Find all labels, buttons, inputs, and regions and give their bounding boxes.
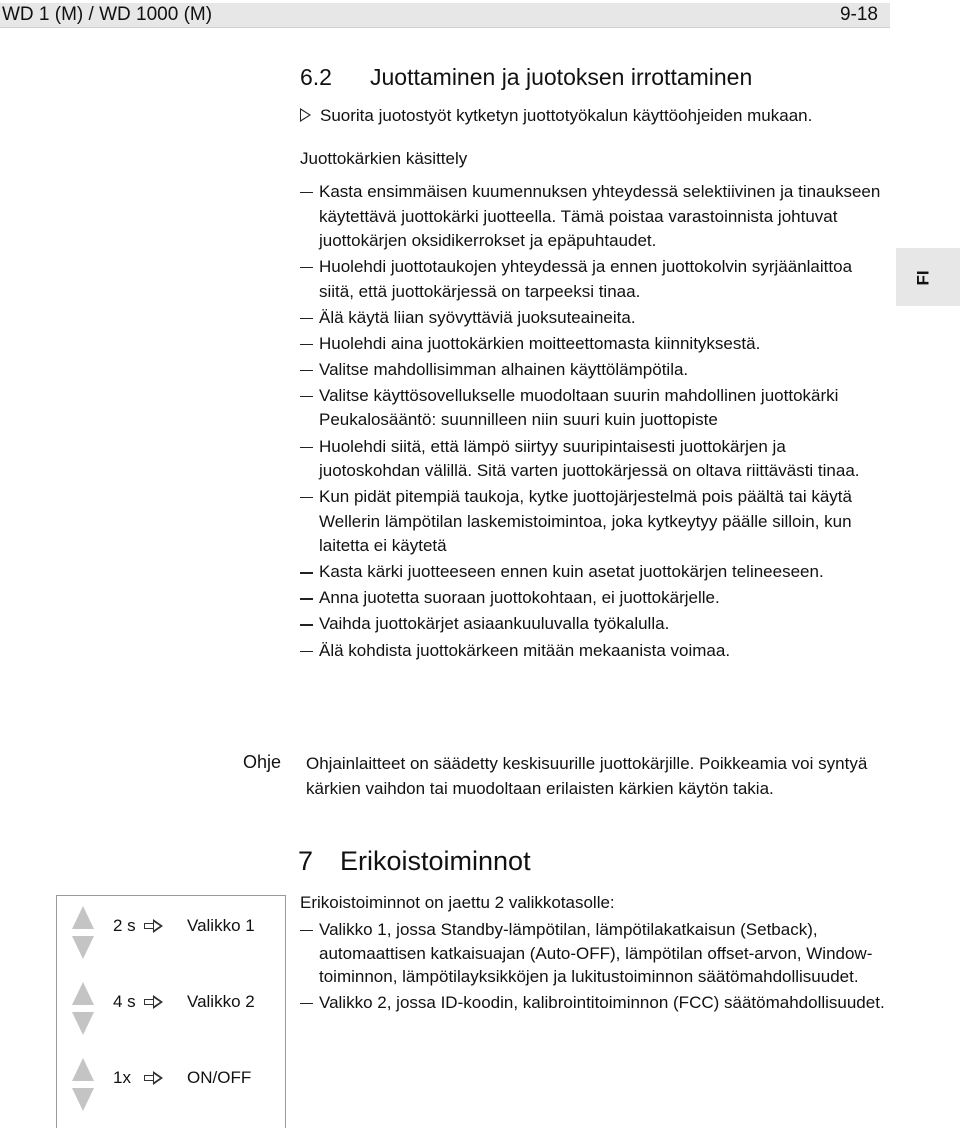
section-number: 6.2 xyxy=(300,64,332,90)
list-item: Valitse mahdollisimman alhainen käyttölämpötila. xyxy=(300,358,890,383)
hollow-arrow-icon xyxy=(144,1072,164,1084)
list-item: Älä käytä liian syövyttäviä juoksuteaineita. xyxy=(300,306,890,331)
instruction-line xyxy=(300,106,812,126)
page-number: 9-18 xyxy=(839,4,878,25)
chapter-title: Erikoistoiminnot xyxy=(340,846,531,876)
subheading: Juottokärkien käsittely xyxy=(300,149,468,168)
note-text: Ohjainlaitteet on säädetty keskisuurille juottokärjille. Poikkeamia voi syntyä kärkien vaihdon tai muodoltaan erilaisten kärkien käytön takia. xyxy=(306,754,868,798)
dash-icon xyxy=(300,447,313,448)
panel-row xyxy=(113,1068,252,1088)
down-arrow-icon xyxy=(72,936,94,959)
section-heading xyxy=(300,64,752,91)
document-title: WD 1 (M) / WD 1000 (M) xyxy=(2,4,213,25)
list-item: Vaihda juottokärjet asiaankuuluvalla työkalulla. xyxy=(300,612,890,637)
dash-icon xyxy=(300,598,313,599)
dash-icon xyxy=(300,624,313,625)
list-item: Huolehdi juottotaukojen yhteydessä ja ennen juottokolvin syrjäänlaittoa siitä, että juottokärjessä on tarpeeksi tinaa. xyxy=(300,255,890,304)
dash-icon xyxy=(300,1003,313,1004)
list-item: Valikko 1, jossa Standby-lämpötilan, lämpötilakatkaisun (Setback), automaattisen katkaisuajan (Auto-OFF), lämpötilan offset-arvon, Window-toiminnon, lämpötilayksikköjen ja lukitustoiminnon säätömahdollisuudet. xyxy=(300,918,890,989)
up-arrow-icon xyxy=(72,1058,94,1081)
chapter-intro: Erikoistoiminnot on jaettu 2 valikkotasolle: xyxy=(300,893,615,912)
up-down-buttons xyxy=(72,906,94,959)
list-item: Kasta kärki juotteeseen ennen kuin asetat juottokärjen telineeseen. xyxy=(300,560,890,585)
button-diagram xyxy=(56,895,286,1128)
dash-icon xyxy=(300,370,313,371)
dash-icon xyxy=(300,344,313,345)
hollow-arrow-icon xyxy=(144,920,164,932)
up-arrow-icon xyxy=(72,982,94,1005)
dash-icon xyxy=(300,267,313,268)
menu-label: Valikko 2 xyxy=(187,992,255,1011)
list-item: Valitse käyttösovellukselle muodoltaan suurin mahdollinen juottokärki Peukalosääntö: suunnilleen niin suuri kuin juottopiste xyxy=(300,384,890,433)
language-code: FI xyxy=(913,270,933,286)
language-tab xyxy=(896,248,960,306)
list-item: Valikko 2, jossa ID-koodin, kalibrointitoiminnon (FCC) säätömahdollisuudet. xyxy=(300,991,890,1015)
up-down-buttons xyxy=(72,1058,94,1111)
list-item: Huolehdi siitä, että lämpö siirtyy suuripintaisesti juottokärjen ja juotoskohdan välillä. Sitä varten juottokärjessä on oltava riittävästi tinaa. xyxy=(300,435,890,484)
menu-label: ON/OFF xyxy=(187,1068,252,1087)
menu-levels-list xyxy=(300,918,890,1016)
dash-icon xyxy=(300,396,313,397)
dash-icon xyxy=(300,192,313,193)
instruction-text: Suorita juotostyöt kytketyn juottotyökalun käyttöohjeiden mukaan. xyxy=(320,106,813,125)
section-title: Juottaminen ja juotoksen irrottaminen xyxy=(370,64,753,90)
down-arrow-icon xyxy=(72,1012,94,1035)
dash-icon xyxy=(300,572,313,573)
dash-icon xyxy=(300,318,313,319)
menu-label: Valikko 1 xyxy=(187,916,255,935)
list-item: Kasta ensimmäisen kuumennuksen yhteydessä selektiivinen ja tinaukseen käytettävä juottokärki juotteella. Tämä poistaa varastoinnista johtuvat juottokärjen oksidikerrokset ja epäpuhtaudet. xyxy=(300,180,890,254)
chapter-number: 7 xyxy=(298,846,314,876)
chapter-heading xyxy=(298,846,531,877)
list-item: Anna juotetta suoraan juottokohtaan, ei juottokärjelle. xyxy=(300,586,890,611)
list-item: Kun pidät pitempiä taukoja, kytke juottojärjestelmä pois päältä tai käytä Wellerin lämpötilan laskemistoimintoa, joka kytkeytyy päälle silloin, kun laitetta ei käytetä xyxy=(300,485,890,559)
note-label: Ohje xyxy=(243,752,282,772)
press-duration: 1x xyxy=(113,1068,131,1087)
down-arrow-icon xyxy=(72,1088,94,1111)
press-duration: 2 s xyxy=(113,916,136,935)
list-item: Älä kohdista juottokärkeen mitään mekaanista voimaa. xyxy=(300,639,890,664)
panel-row xyxy=(113,916,255,936)
tip-handling-list xyxy=(300,180,890,665)
hollow-arrow-icon xyxy=(144,996,164,1008)
page-header xyxy=(0,3,890,28)
triangle-right-icon xyxy=(300,108,311,122)
up-arrow-icon xyxy=(72,906,94,929)
dash-icon xyxy=(300,930,313,931)
panel-row xyxy=(113,992,255,1012)
list-item: Huolehdi aina juottokärkien moitteettomasta kiinnityksestä. xyxy=(300,332,890,357)
dash-icon xyxy=(300,651,313,652)
press-duration: 4 s xyxy=(113,992,136,1011)
up-down-buttons xyxy=(72,982,94,1035)
dash-icon xyxy=(300,497,313,498)
